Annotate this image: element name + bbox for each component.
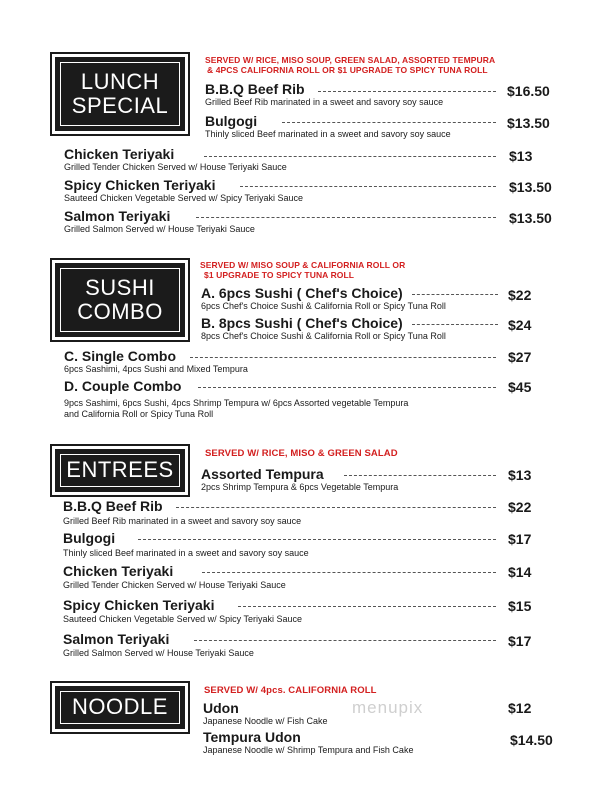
item-description: 9pcs Sashimi, 6pcs Sushi, 4pcs Shrimp Tempura w/ 6pcs Assorted vegetable Tempura (64, 398, 409, 408)
item-description: Grilled Tender Chicken Served w/ House Teriyaki Sauce (64, 162, 287, 172)
item-price: $13.50 (509, 179, 552, 195)
section-title: COMBO (77, 299, 163, 324)
item-description: 6pcs Sashimi, 4pcs Sushi and Mixed Tempura (64, 364, 248, 374)
menu-item (64, 348, 248, 375)
item-name: Bulgogi (205, 113, 258, 129)
item-name: Chicken Teriyaki (64, 146, 175, 162)
item-description: Sauteed Chicken Vegetable Served w/ Spicy Teriyaki Sauce (63, 614, 302, 624)
sushi-served-with-note (200, 260, 405, 280)
item-price: $17 (508, 633, 532, 649)
section-title: SUSHI (85, 274, 155, 300)
item-name: B. 8pcs Sushi ( Chef's Choice) (201, 315, 403, 331)
item-name: Assorted Tempura (201, 466, 324, 482)
menu-item (203, 729, 413, 756)
item-name: B.B.Q Beef Rib (63, 498, 163, 514)
note-line: SERVED W/ MISO SOUP & CALIFORNIA ROLL OR (200, 260, 406, 270)
entrees-served-with-note (205, 449, 398, 459)
dotted-leader (318, 91, 496, 92)
section-title: SPECIAL (71, 93, 169, 118)
note-line: & 4PCS CALIFORNIA ROLL OR $1 UPGRADE TO SPICY TUNA ROLL (207, 65, 488, 75)
dotted-leader (282, 122, 496, 123)
item-description: Thinly sliced Beef marinated in a sweet and savory soy sauce (205, 129, 451, 139)
item-description: Grilled Tender Chicken Served w/ House Teriyaki Sauce (63, 580, 286, 590)
note-line: SERVED W/ 4pcs. CALIFORNIA ROLL (204, 685, 377, 696)
item-price: $16.50 (507, 83, 550, 99)
item-price: $17 (508, 531, 532, 547)
item-name: A. 6pcs Sushi ( Chef's Choice) (201, 285, 403, 301)
item-description: Grilled Beef Rib marinated in a sweet and savory soy sauce (63, 516, 302, 526)
item-description: 8pcs Chef's Choice Sushi & California Roll or Spicy Tuna Roll (201, 331, 446, 341)
menu-item (64, 146, 287, 173)
dotted-leader (176, 507, 496, 508)
item-price: $22 (508, 287, 532, 303)
item-price: $14 (508, 564, 532, 580)
menu-item (63, 563, 286, 591)
menu-item (64, 378, 408, 420)
entrees-header (55, 449, 185, 492)
dotted-leader (196, 217, 496, 218)
dotted-leader (344, 475, 496, 476)
menu-item (205, 81, 443, 108)
menu-item (64, 208, 255, 235)
item-description: 6pcs Chef's Choice Sushi & California Roll or Spicy Tuna Roll (201, 301, 446, 311)
item-description: Sauteed Chicken Vegetable Served w/ Spicy Teriyaki Sauce (64, 193, 303, 203)
item-description-continued: and California Roll or Spicy Tuna Roll (64, 409, 214, 419)
menu-item (64, 177, 303, 204)
item-price: $13.50 (509, 210, 552, 226)
menu-item (201, 315, 446, 342)
item-price: $27 (508, 349, 532, 365)
section-title: LUNCH (80, 68, 160, 94)
item-description: Japanese Noodle w/ Fish Cake (203, 716, 328, 726)
item-name: D. Couple Combo (64, 378, 182, 394)
section-title: ENTREES (66, 457, 174, 483)
menu-item (201, 285, 446, 312)
menu-item (63, 498, 301, 527)
noodle-header (55, 686, 185, 729)
item-name: Tempura Udon (203, 729, 301, 745)
menu-item (205, 113, 451, 140)
dotted-leader (412, 324, 498, 325)
dotted-leader (198, 387, 496, 388)
item-price: $12 (508, 700, 532, 716)
menu-item (63, 530, 309, 559)
note-line: SERVED W/ RICE, MISO SOUP, GREEN SALAD, ASSORTED TEMPURA (205, 55, 496, 65)
item-name: Chicken Teriyaki (63, 563, 174, 579)
menu-item (203, 700, 328, 727)
menu-item (201, 466, 398, 493)
item-price: $45 (508, 379, 532, 395)
item-price: $24 (508, 317, 532, 333)
dotted-leader (190, 357, 496, 358)
dotted-leader (138, 539, 496, 540)
menu-item (63, 597, 302, 625)
note-line: $1 UPGRADE TO SPICY TUNA ROLL (204, 270, 355, 280)
item-name: Salmon Teriyaki (63, 631, 170, 647)
item-name: Bulgogi (63, 530, 116, 546)
item-price: $14.50 (510, 732, 553, 748)
lunch-served-with-note (205, 55, 495, 75)
item-description: 2pcs Shrimp Tempura & 6pcs Vegetable Tempura (201, 482, 399, 492)
dotted-leader (202, 572, 496, 573)
item-description: Japanese Noodle w/ Shrimp Tempura and Fish Cake (203, 745, 414, 755)
menupix-watermark: menupix (352, 698, 424, 717)
dotted-leader (204, 156, 496, 157)
dotted-leader (412, 294, 498, 295)
item-name: Spicy Chicken Teriyaki (63, 597, 215, 613)
item-price: $13.50 (507, 115, 550, 131)
dotted-leader (240, 186, 496, 187)
item-name: C. Single Combo (64, 348, 176, 364)
item-name: Salmon Teriyaki (64, 208, 171, 224)
item-price: $13 (509, 148, 533, 164)
section-title: NOODLE (72, 694, 168, 720)
dotted-leader (194, 640, 496, 641)
item-name: Udon (203, 700, 239, 716)
item-price: $22 (508, 499, 532, 515)
note-line: SERVED W/ RICE, MISO & GREEN SALAD (205, 448, 398, 459)
menu-item (63, 631, 254, 659)
item-price: $15 (508, 598, 532, 614)
lunch-special-header (55, 57, 185, 131)
sushi-combo-header (55, 263, 185, 337)
item-description: Grilled Beef Rib marinated in a sweet and savory soy sauce (205, 97, 444, 107)
item-name: B.B.Q Beef Rib (205, 81, 305, 97)
item-price: $13 (508, 467, 532, 483)
item-description: Grilled Salmon Served w/ House Teriyaki Sauce (64, 224, 255, 234)
item-description: Grilled Salmon Served w/ House Teriyaki Sauce (63, 648, 254, 658)
item-name: Spicy Chicken Teriyaki (64, 177, 216, 193)
dotted-leader (238, 606, 496, 607)
item-description: Thinly sliced Beef marinated in a sweet and savory soy sauce (63, 548, 309, 558)
noodle-served-with-note (204, 686, 377, 696)
